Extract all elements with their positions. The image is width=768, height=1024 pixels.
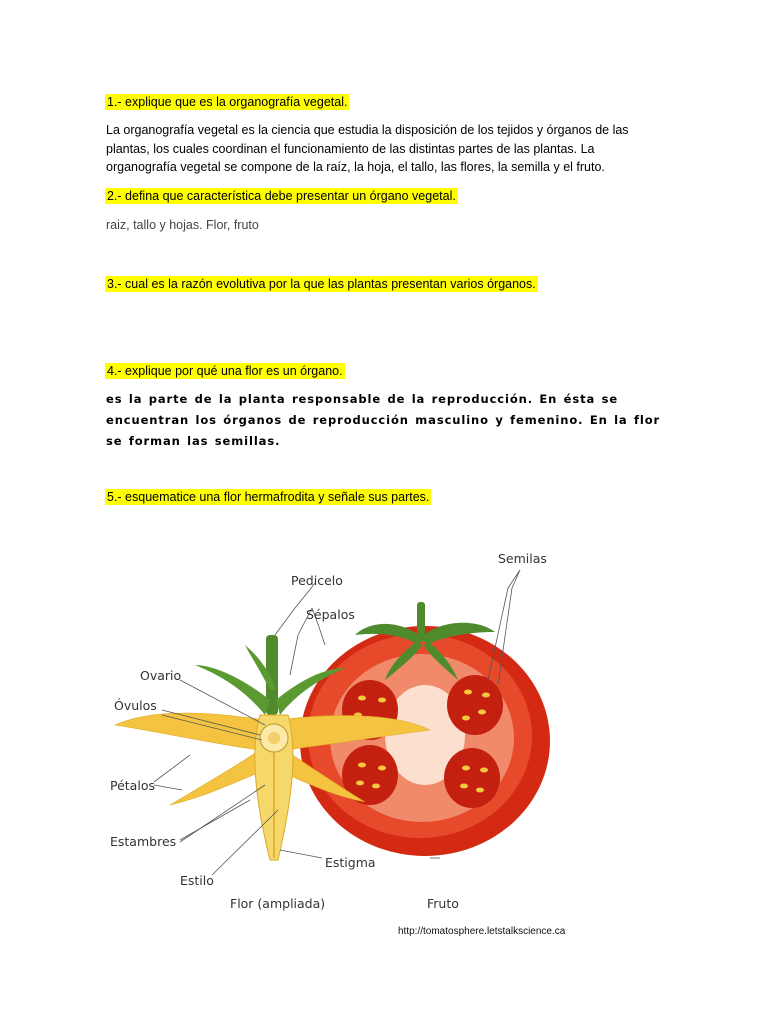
question-2-answer: raiz, tallo y hojas. Flor, fruto — [106, 218, 259, 232]
label-semillas: Semilas — [498, 551, 547, 566]
label-ovario: Ovario — [140, 668, 182, 683]
question-5-heading: 5.- esquematice una flor hermafrodita y señale sus partes. — [107, 490, 430, 504]
caption-flor: Flor (ampliada) — [230, 896, 326, 911]
label-ovulos: Óvulos — [114, 698, 157, 713]
question-4-answer: es la parte de la planta responsable de la reproducción. En ésta se encuentran los órganos de reproducción masculino y femenino. En la flor se forman las semillas. — [106, 392, 661, 448]
source-url: http://tomatosphere.letstalkscience.ca — [398, 926, 566, 937]
label-petalos: Pétalos — [110, 778, 155, 793]
question-4-heading: 4.- explique por qué una flor es un órgano. — [107, 364, 343, 378]
flower-fruit-diagram — [100, 540, 600, 925]
label-pedicelo: Pedicelo — [291, 573, 343, 588]
question-1-heading: 1.- explique que es la organografía vegetal. — [107, 95, 348, 109]
question-3-heading: 3.- cual es la razón evolutiva por la que las plantas presentan varios órganos. — [107, 277, 536, 291]
caption-fruto: Fruto — [427, 896, 459, 911]
question-1-answer: La organografía vegetal es la ciencia que estudia la disposición de los tejidos y órganos de las plantas, los cuales coordinan el funcionamiento de las distintas partes de las plantas. La organografía vegetal se compone de la raíz, la hoja, el tallo, las flores, la semilla y el fruto. — [106, 123, 629, 174]
label-sepalos: Sépalos — [306, 607, 355, 622]
label-estigma: Estigma — [325, 855, 376, 870]
question-2-heading: 2.- defina que característica debe presentar un órgano vegetal. — [107, 189, 456, 203]
label-estambres: Estambres — [110, 834, 177, 849]
label-estilo: Estilo — [180, 873, 214, 888]
